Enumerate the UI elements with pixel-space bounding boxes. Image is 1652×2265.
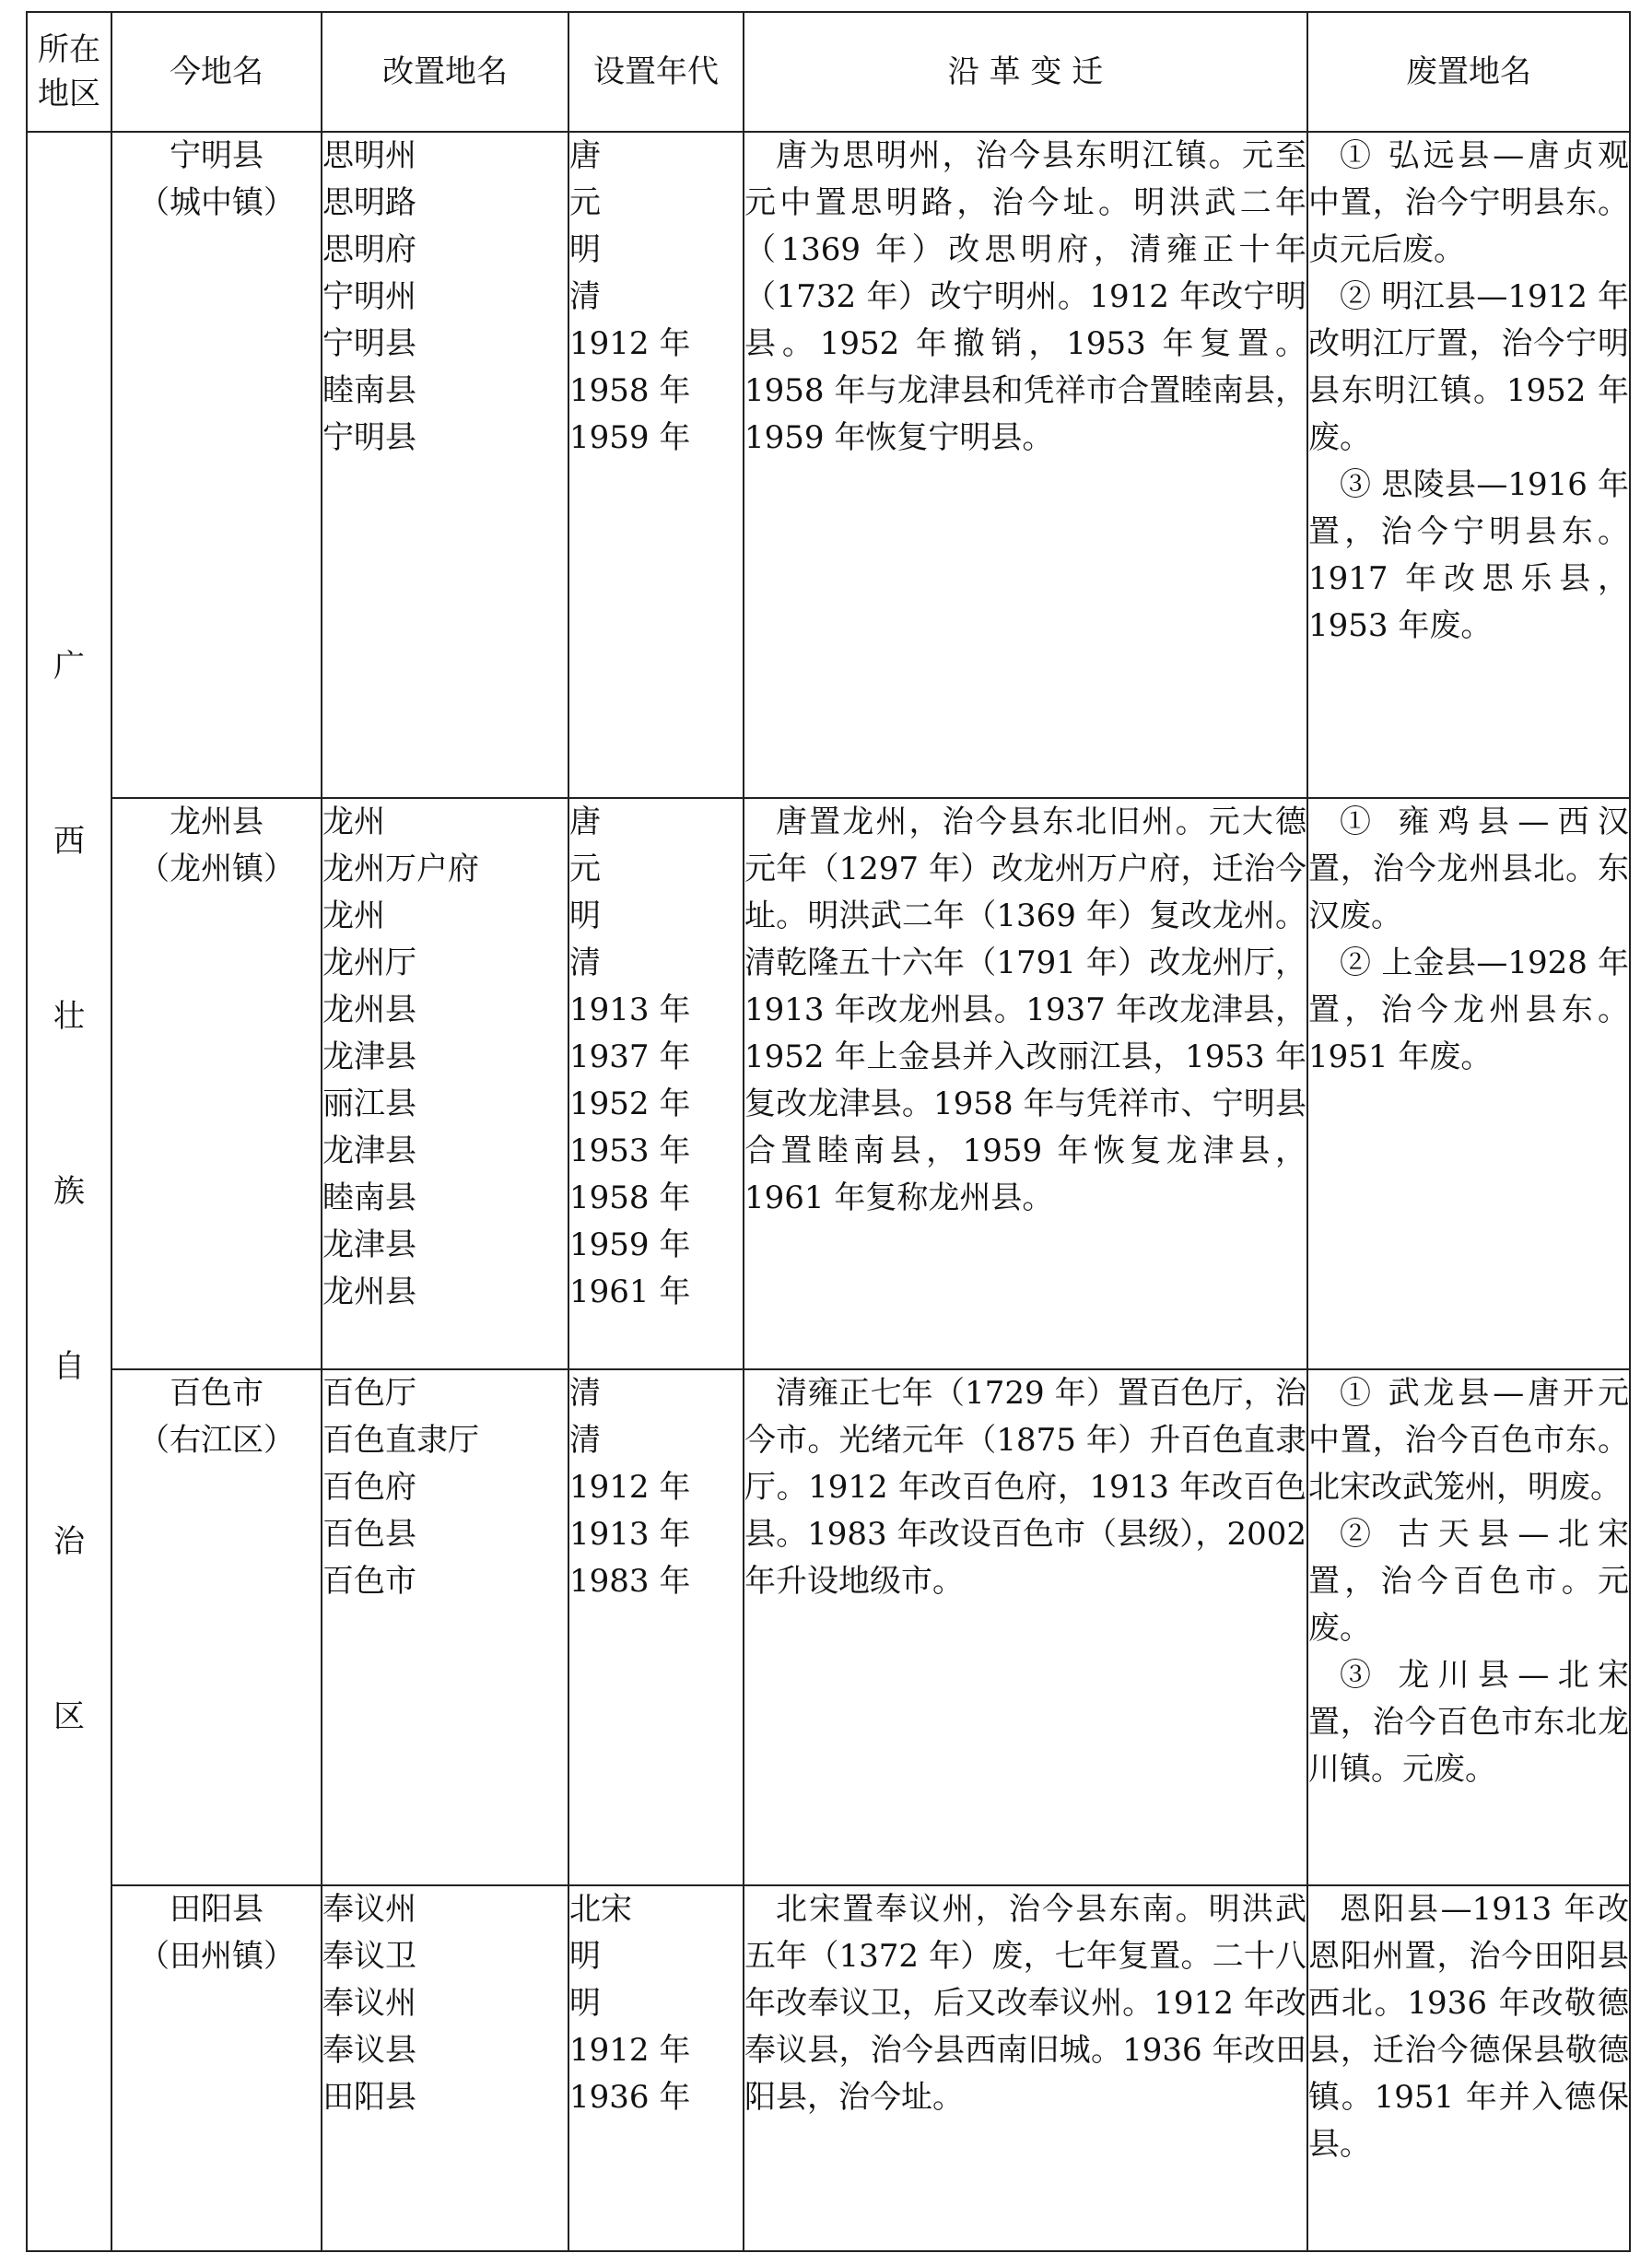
history-text: 北宋置奉议州，治今县东南。明洪武五年（1372 年）废，七年复置。二十八年改奉议卫，后又改奉议州。1912 年改奉议县，治今县西南旧城。1936 年改田阳县，治今址。 bbox=[744, 1885, 1307, 2251]
header-region bbox=[27, 12, 111, 132]
header-row bbox=[27, 12, 1630, 132]
place-name: 龙州县 bbox=[170, 804, 264, 840]
renamed-list: 百色厅 百色直隶厅 百色府 百色县 百色市 bbox=[322, 1369, 568, 1885]
table-row bbox=[27, 798, 1630, 1369]
era-list: 唐 元 明 清 1913 年 1937 年 1952 年 1953 年 1958 年 1959 年 1961 年 bbox=[568, 798, 744, 1369]
renamed-list: 龙州 龙州万户府 龙州 龙州厅 龙州县 龙津县 丽江县 龙津县 睦南县 龙津县 龙州县 bbox=[322, 798, 568, 1369]
region-name: 广 西 壮 族 自 治 区 bbox=[53, 648, 85, 1735]
renamed-list: 思明州 思明路 思明府 宁明州 宁明县 睦南县 宁明县 bbox=[322, 132, 568, 798]
abolished-list: ① 弘远县—唐贞观中置，治今宁明县东。贞元后废。 ② 明江县—1912 年改明江厅置，治今宁明县东明江镇。1952 年废。 ③ 思陵县—1916 年置，治今宁明县东。1917 年改思乐县，1953 年废。 bbox=[1307, 132, 1630, 798]
renamed-list: 奉议州 奉议卫 奉议州 奉议县 田阳县 bbox=[322, 1885, 568, 2251]
place-name: 百色市 bbox=[170, 1375, 264, 1412]
place-seat: （右江区） bbox=[138, 1422, 295, 1459]
place-name: 田阳县 bbox=[170, 1891, 264, 1928]
header-renamed: 改置地名 bbox=[322, 12, 568, 132]
era-list: 唐 元 明 清 1912 年 1958 年 1959 年 bbox=[568, 132, 744, 798]
table-row bbox=[27, 132, 1630, 798]
header-abolished: 废置地名 bbox=[1307, 12, 1630, 132]
era-list: 北宋 明 明 1912 年 1936 年 bbox=[568, 1885, 744, 2251]
header-region-label: 所在 地区 bbox=[38, 31, 100, 112]
history-text: 唐为思明州，治今县东明江镇。元至元中置思明路，治今址。明洪武二年（1369 年）改思明府，清雍正十年（1732 年）改宁明州。1912 年改宁明县。1952 年撤销，1953 年复置。1958 年与龙津县和凭祥市合置睦南县，1959 年恢复宁明县。 bbox=[744, 132, 1307, 798]
abolished-list: 恩阳县—1913 年改恩阳州置，治今田阳县西北。1936 年改敬德县，迁治今德保县敬德镇。1951 年并入德保县。 bbox=[1307, 1885, 1630, 2251]
table-row bbox=[27, 1369, 1630, 1885]
place-seat: （田州镇） bbox=[138, 1938, 295, 1975]
header-current-name: 今地名 bbox=[111, 12, 322, 132]
current-place-cell bbox=[111, 132, 322, 798]
current-place-cell bbox=[111, 798, 322, 1369]
current-place-cell bbox=[111, 1885, 322, 2251]
abolished-list: ① 武龙县—唐开元中置，治今百色市东。北宋改武笼州，明废。 ② 古天县—北宋置，治今百色市。元废。 ③ 龙川县—北宋置，治今百色市东北龙川镇。元废。 bbox=[1307, 1369, 1630, 1885]
abolished-list: ① 雍鸡县—西汉置，治今龙州县北。东汉废。 ② 上金县—1928 年置，治今龙州县东。1951 年废。 bbox=[1307, 798, 1630, 1369]
place-name: 宁明县 bbox=[170, 137, 264, 174]
header-era: 设置年代 bbox=[568, 12, 744, 132]
gazetteer-table bbox=[26, 11, 1631, 2252]
place-seat: （城中镇） bbox=[138, 184, 295, 221]
region-cell bbox=[27, 132, 111, 2251]
era-list: 清 清 1912 年 1913 年 1983 年 bbox=[568, 1369, 744, 1885]
place-seat: （龙州镇） bbox=[138, 851, 295, 887]
header-history: 沿 革 变 迁 bbox=[744, 12, 1307, 132]
history-text: 唐置龙州，治今县东北旧州。元大德元年（1297 年）改龙州万户府，迁治今址。明洪武二年（1369 年）复改龙州。清乾隆五十六年（1791 年）改龙州厅，1913 年改龙州县。1937 年改龙津县，1952 年上金县并入改丽江县，1953 年复改龙津县。1958 年与凭祥市、宁明县合置睦南县，1959 年恢复龙津县，1961 年复称龙州县。 bbox=[744, 798, 1307, 1369]
history-text: 清雍正七年（1729 年）置百色厅，治今市。光绪元年（1875 年）升百色直隶厅。1912 年改百色府，1913 年改百色县。1983 年改设百色市（县级），2002 年升设地级市。 bbox=[744, 1369, 1307, 1885]
table-row bbox=[27, 1885, 1630, 2251]
current-place-cell bbox=[111, 1369, 322, 1885]
